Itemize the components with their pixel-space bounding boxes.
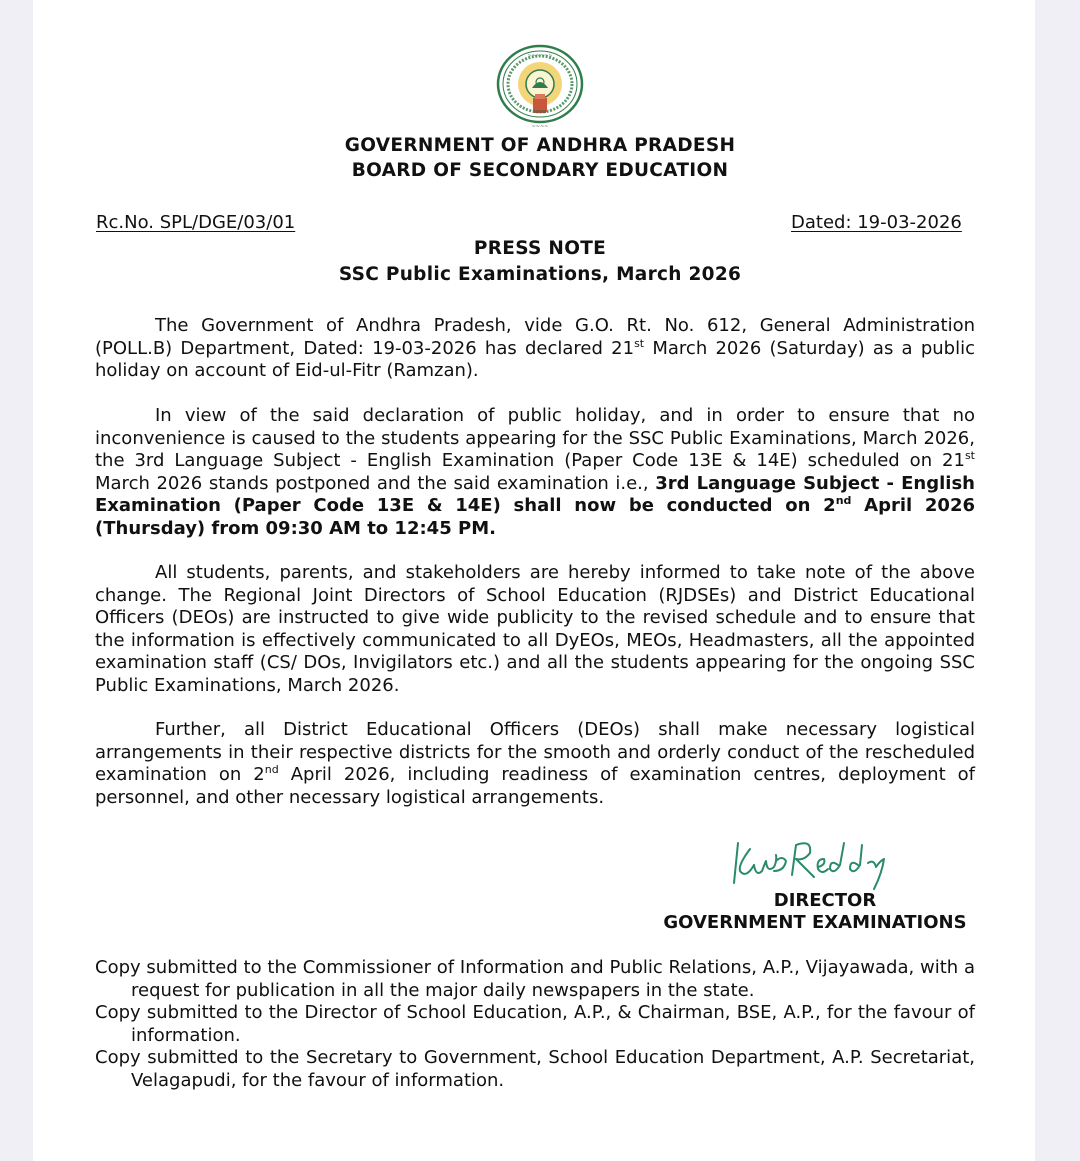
svg-text:~~~~~~: ~~~~~~ <box>527 53 553 59</box>
signatory-office: GOVERNMENT EXAMINATIONS <box>663 912 967 933</box>
copy-to-list <box>95 957 975 1093</box>
header-board: BOARD OF SECONDARY EDUCATION <box>351 160 729 181</box>
reference-number: Rc.No. SPL/DGE/03/01 <box>96 212 296 233</box>
press-note-title: PRESS NOTE <box>473 238 607 259</box>
press-note-subtitle: SSC Public Examinations, March 2026 <box>338 264 742 285</box>
reference-date: Dated: 19-03-2026 <box>791 212 962 233</box>
andhra-pradesh-emblem-icon <box>494 44 586 130</box>
signatory-designation: DIRECTOR <box>773 890 877 911</box>
rescheduled-exam-highlight: 3rd Language Subject - English Examination (Paper Code 13E & 14E) shall now be conducted on 2nd April 2026 (Thursday) from 09:30 AM to 12:45 PM. <box>95 472 975 539</box>
paragraph-logistics: Further, all District Educational Officers (DEOs) shall make necessary logistical arrangements in their respective districts for the smooth and orderly conduct of the rescheduled examination on 2nd April 2026, including readiness of examination centres, deployment of personnel, and other necessary logistical arrangements. <box>95 719 975 808</box>
svg-text:~~~~: ~~~~ <box>531 124 549 130</box>
header-government: GOVERNMENT OF ANDHRA PRADESH <box>344 135 736 156</box>
paragraph-holiday-declaration: The Government of Andhra Pradesh, vide G.O. Rt. No. 612, General Administration (POLL.B) Department, Dated: 19-03-2026 has declared 21st March 2026 (Saturday) as a public holiday on account of Eid-ul-Fitr (Ramzan). <box>95 315 975 382</box>
copy-to-item: Copy submitted to the Director of School Education, A.P., & Chairman, BSE, A.P., for the favour of information. <box>95 1002 975 1046</box>
paragraph-stakeholder-notice: All students, parents, and stakeholders are hereby informed to take note of the above change. The Regional Joint Directors of School Education (RJDSEs) and District Educational Officers (DEOs) are instructed to give wide publicity to the revised schedule and to ensure that the information is effectively communicated to all DyEOs, MEOs, Headmasters, all the appointed examination staff (CS/ DOs, Invigilators etc.) and all the students appearing for the ongoing SSC Public Examinations, March 2026. <box>95 562 975 696</box>
paragraph-exam-postponement: In view of the said declaration of public holiday, and in order to ensure that no inconvenience is caused to the students appearing for the SSC Public Examinations, March 2026, the 3rd Language Subject - English Examination (Paper Code 13E & 14E) scheduled on 21st March 2026 stands postponed and the said examination i.e., 3rd Language Subject - English Examination (Paper Code 13E & 14E) shall now be conducted on 2nd April 2026 (Thursday) from 09:30 AM to 12:45 PM. <box>95 405 975 539</box>
copy-to-item: Copy submitted to the Secretary to Government, School Education Department, A.P. Secretariat, Velagapudi, for the favour of information. <box>95 1047 975 1091</box>
signature-icon <box>730 835 910 890</box>
copy-to-item: Copy submitted to the Commissioner of Information and Public Relations, A.P., Vijayawada, with a request for publication in all the major daily newspapers in the state. <box>95 957 975 1001</box>
